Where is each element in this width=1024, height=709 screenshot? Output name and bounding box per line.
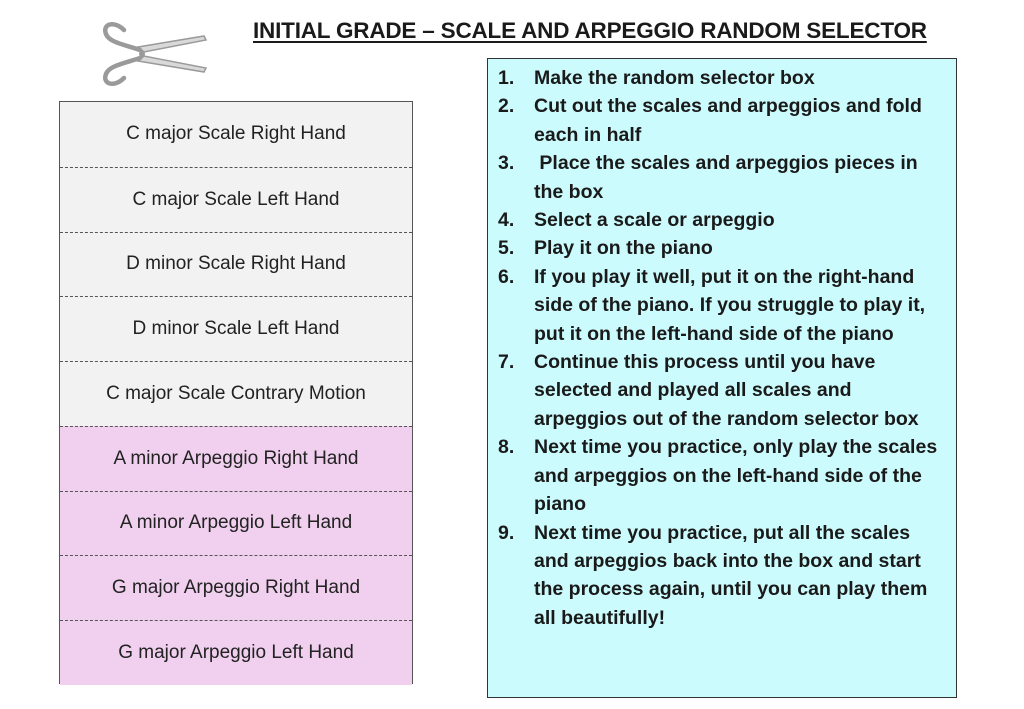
instruction-number: 7.: [498, 351, 515, 374]
instruction-item: [498, 92, 948, 149]
instruction-text: Cut out the scales and arpeggios and fold each in half: [534, 95, 922, 146]
strip-label: G major Arpeggio Right Hand: [111, 577, 361, 599]
instruction-item: [498, 433, 948, 518]
strip-label: A minor Arpeggio Left Hand: [119, 512, 353, 534]
instruction-text: Continue this process until you have selected and played all scales and arpeggios out of the random selector box: [534, 351, 919, 430]
strip-item: [60, 361, 412, 426]
strip-label: G major Arpeggio Left Hand: [118, 642, 354, 663]
strip-item: [60, 555, 412, 620]
strip-item: [60, 167, 412, 232]
instruction-text: Select a scale or arpeggio: [534, 209, 775, 232]
instruction-item: [498, 149, 948, 206]
instruction-text: Next time you practice, only play the scales and arpeggios on the left-hand side of the piano: [534, 436, 938, 516]
instruction-item: [498, 519, 948, 633]
instruction-number: 8.: [498, 436, 515, 459]
strip-label: C major Scale Contrary Motion: [106, 382, 366, 404]
strip-label: D minor Scale Right Hand: [126, 253, 346, 275]
strip-label: A minor Arpeggio Right Hand: [113, 447, 359, 469]
instruction-item: [498, 64, 948, 92]
instruction-text: Next time you practice, put all the scales and arpeggios back into the box and start the process again, until you can play them all beautifully!: [534, 521, 928, 629]
instruction-number: 1.: [498, 67, 515, 89]
instruction-text: Play it on the piano: [534, 237, 713, 260]
instruction-text: Place the scales and arpeggios pieces in the box: [534, 152, 924, 203]
instruction-text: If you play it well, put it on the right-hand side of the piano. If you struggle to play it, put it on the left-hand side of the piano: [534, 265, 926, 345]
page-title: INITIAL GRADE – SCALE AND ARPEGGIO RANDOM SELECTOR: [253, 18, 927, 43]
strip-label: C major Scale Left Hand: [132, 188, 340, 210]
instruction-number: 2.: [498, 95, 515, 118]
instruction-number: 9.: [498, 521, 515, 544]
instructions-list: [498, 64, 948, 632]
instruction-text: Make the random selector box: [534, 67, 815, 89]
strip-item: [60, 491, 412, 556]
strip-item: [60, 232, 412, 297]
scissors-icon: [100, 14, 210, 94]
instruction-item: [498, 206, 948, 234]
instruction-number: 3.: [498, 152, 515, 175]
cutout-strips: [59, 101, 413, 684]
instruction-item: [498, 348, 948, 433]
instruction-number: 6.: [498, 265, 515, 288]
instruction-number: 4.: [498, 209, 515, 232]
instructions-box: [487, 58, 957, 698]
strip-label: D minor Scale Left Hand: [132, 318, 340, 340]
strip-label: C major Scale Right Hand: [126, 123, 346, 145]
strip-item: [60, 620, 412, 685]
instruction-number: 5.: [498, 237, 515, 260]
strip-item: [60, 296, 412, 361]
strip-item: [60, 426, 412, 491]
strip-item: [60, 102, 412, 167]
instruction-item: [498, 263, 948, 348]
instruction-item: [498, 234, 948, 262]
